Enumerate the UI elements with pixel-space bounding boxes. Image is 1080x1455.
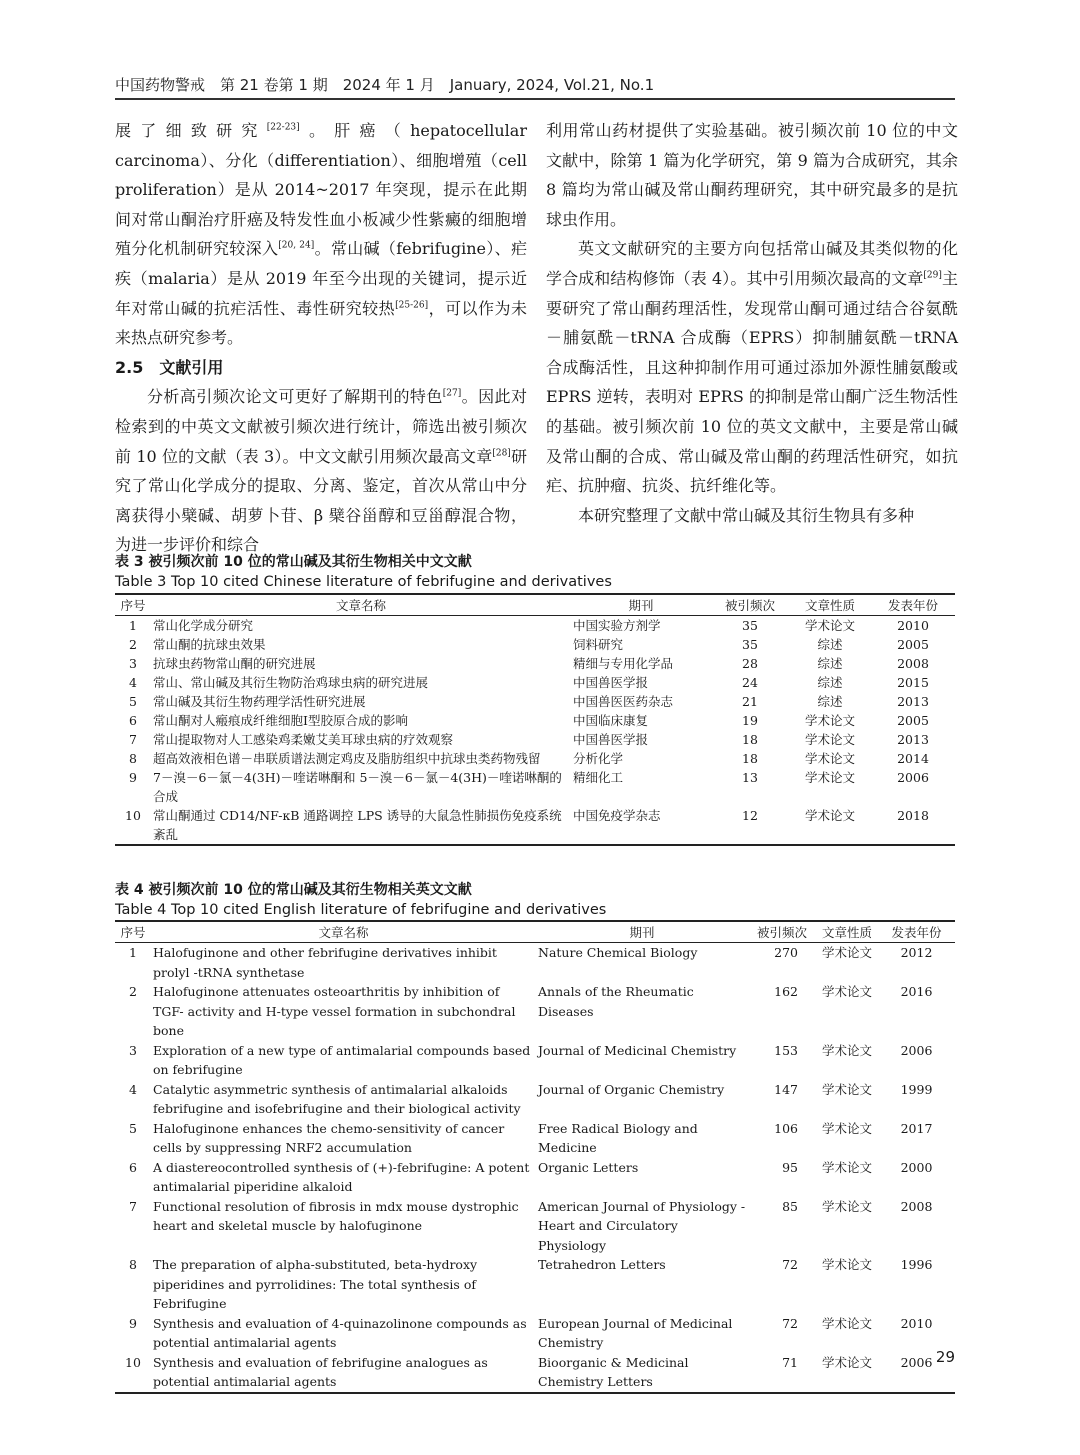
table4-cell: 学术论文: [821, 1257, 872, 1272]
table3-cell: 9: [129, 770, 137, 785]
table3-cell: 综述: [817, 637, 843, 652]
table3-cell: 常山酮对人瘢痕成纤维细胞Ⅰ型胶原合成的影响: [153, 713, 408, 728]
table3-cell: 35: [742, 637, 758, 652]
table3-header-2: 期刊: [571, 594, 711, 616]
table3-cell: 6: [129, 713, 137, 728]
table4-cell: 2012: [900, 945, 933, 960]
table3-cell: 2005: [897, 713, 929, 728]
table4-header-5: 发表年份: [878, 921, 955, 943]
table4-cell: 2010: [900, 1315, 933, 1331]
table-row: [115, 692, 955, 711]
table-row: [115, 673, 955, 692]
table3-header-4: 文章性质: [789, 594, 871, 616]
table-row: [115, 749, 955, 768]
table4-cell: A diastereocontrolled synthesis of (+)-febrifugine: A potent antimalarial piperidine alkaloid: [153, 1159, 530, 1194]
table4-cell: 1999: [900, 1081, 933, 1097]
table3-cell: 学术论文: [804, 770, 855, 785]
table4-cell: 3: [129, 1042, 137, 1058]
table4-cell: Synthesis and evaluation of febrifugine analogues as potential antimalarial agents: [151, 1353, 536, 1393]
table4-cell: 1996: [900, 1257, 933, 1272]
table4-cell: European Journal of Medicinal Chemistry: [538, 1315, 733, 1350]
table3-cell: 5: [129, 694, 137, 709]
table-row: [115, 1353, 955, 1393]
table4-cell: 学术论文: [816, 1353, 878, 1393]
table4-cell: 85: [782, 1198, 798, 1214]
table4-caption: 表 4 被引频次前 10 位的常山碱及其衍生物相关英文文献 Table 4 Top 10 cited English literature of febrifugine and derivatives: [115, 882, 607, 918]
header-rule: [115, 98, 955, 100]
table3-cell: 中国兽医学报: [573, 675, 649, 690]
table-row: [115, 1314, 955, 1353]
table-row: [115, 616, 955, 636]
table4-cell: Halofuginone attenuates osteoarthritis by inhibition of TGF- activity and H-type vessel formation in subchondral bone: [153, 984, 516, 1038]
table3-cell: 1: [129, 618, 137, 633]
table4-cell: 6: [129, 1159, 137, 1175]
table4-cell: 153: [774, 1042, 798, 1058]
right-column: [546, 116, 958, 530]
table4-header-0: 序号: [115, 921, 151, 943]
table4-header-2: 期刊: [536, 921, 748, 943]
table3-cell: 超高效液相色谱－串联质谱法测定鸡皮及脂肪组织中抗球虫类药物残留: [153, 751, 541, 766]
table4-cell: 2000: [900, 1159, 933, 1175]
table3-cell: 24: [742, 675, 758, 690]
table3-cell: 中国免疫学杂志: [571, 806, 711, 845]
table-row: [115, 1255, 955, 1314]
table4-cell: 270: [774, 945, 798, 960]
table4-cell: 4: [129, 1081, 137, 1097]
table3-cell: 13: [742, 770, 758, 785]
table-row: [115, 806, 955, 845]
left-column: [115, 116, 527, 560]
table4-cell: Journal of Medicinal Chemistry: [538, 1042, 737, 1058]
table-row: [115, 1041, 955, 1080]
table4-header-3: 被引频次: [748, 921, 816, 943]
table-row: [115, 1158, 955, 1197]
table4-cell: Catalytic asymmetric synthesis of antimalarial alkaloids febrifugine and isofebrifugine and their biological activity: [153, 1081, 521, 1116]
section-heading: 2.5 文献引用: [115, 357, 224, 377]
table4-cell: 147: [774, 1081, 798, 1097]
table3-cell: 精细与专用化学品: [573, 656, 674, 671]
table3-cell: 抗球虫药物常山酮的研究进展: [153, 656, 316, 671]
table3-cell: 精细化工: [573, 770, 624, 785]
table4-cell: Halofuginone enhances the chemo-sensitivity of cancer cells by suppressing NRF2 accumulation: [153, 1120, 505, 1155]
table4-cell: 7: [129, 1198, 137, 1214]
table-row: [115, 711, 955, 730]
table-row: [115, 654, 955, 673]
table4-cell: Journal of Organic Chemistry: [538, 1081, 725, 1097]
table3-cell: 学术论文: [804, 732, 855, 747]
table4-cell: The preparation of alpha-substituted, beta-hydroxy piperidines and pyrrolidines: The total synthesis of Febrifugine: [153, 1257, 478, 1311]
table3-cell: 2010: [897, 618, 929, 633]
table3-cell: 饲料研究: [573, 637, 624, 652]
table3-cell: 3: [129, 656, 137, 671]
table-row: [115, 730, 955, 749]
table3-cell: 2: [129, 637, 137, 652]
table4-cell: 72: [782, 1257, 798, 1272]
table4-cell: Exploration of a new type of antimalarial compounds based on febrifugine: [153, 1042, 531, 1077]
table3-cell: 综述: [817, 694, 843, 709]
table4-header-4: 文章性质: [816, 921, 878, 943]
table3-cell: 2005: [897, 637, 929, 652]
table3-cell: 常山酮通过 CD14/NF-κB 通路调控 LPS 诱导的大鼠急性肺损伤免疫系统紊乱: [151, 806, 571, 845]
table3-cell: 中国实验方剂学: [573, 618, 661, 633]
table3-header-1: 文章名称: [151, 594, 571, 616]
table3-cell: 中国兽医医药杂志: [573, 694, 674, 709]
table4-cell: Annals of the Rheumatic Diseases: [538, 984, 694, 1019]
table3-cell: 7: [129, 732, 137, 747]
table3-cell: 常山化学成分研究: [153, 618, 254, 633]
table3-cell: 常山、常山碱及其衍生物防治鸡球虫病的研究进展: [153, 675, 429, 690]
table4-cell: 2016: [900, 984, 933, 999]
table3-cell: 学术论文: [804, 751, 855, 766]
table3-cell: 学术论文: [789, 806, 871, 845]
table3-cell: 中国临床康复: [573, 713, 649, 728]
table3-header-5: 发表年份: [871, 594, 955, 616]
table4-cell: 106: [774, 1120, 798, 1136]
table4-cell: Synthesis and evaluation of 4-quinazolinone compounds as potential antimalarial agents: [153, 1315, 527, 1350]
table-row: [115, 943, 955, 983]
table4-cell: Tetrahedron Letters: [538, 1257, 666, 1272]
table3-cell: 分析化学: [573, 751, 624, 766]
running-header: 中国药物警戒 第 21 卷第 1 期 2024 年 1 月 January, 2024, Vol.21, No.1: [115, 76, 655, 94]
table-row: [115, 1197, 955, 1256]
table3-cell: 常山提取物对人工感染鸡柔嫩艾美耳球虫病的疗效观察: [153, 732, 454, 747]
table4-cell: American Journal of Physiology -Heart and Circulatory Physiology: [538, 1198, 746, 1253]
table4-cell: Free Radical Biology and Medicine: [538, 1120, 698, 1155]
table3-cell: 8: [129, 751, 137, 766]
table3-cell: 2014: [897, 751, 929, 766]
table4-cell: 2006: [878, 1353, 955, 1393]
table3-cell: 18: [742, 751, 758, 766]
table3-cell: 21: [742, 694, 758, 709]
table3-cell: 19: [742, 713, 758, 728]
table3-cell: 2013: [897, 732, 929, 747]
table3-cell: 10: [115, 806, 151, 845]
table4-cell: 学术论文: [821, 945, 872, 960]
table4-cell: Functional resolution of fibrosis in mdx mouse dystrophic heart and skeletal muscle by halofuginone: [153, 1198, 519, 1233]
left-paragraph-2: 分析高引频次论文可更好了解期刊的特色[27]。因此对检索到的中英文文献被引频次进行统计，筛选出被引频次前 10 位的文献（表 3）。中文文献引用频次最高文章[28]研究了常山化学成分的提取、分离、鉴定，首次从常山中分离获得小檗碱、胡萝卜苷、β 檗谷甾醇和豆甾醇混合物，为进一步评价和综合: [115, 387, 527, 555]
table4-cell: 162: [774, 984, 798, 999]
table3-cell: 35: [742, 618, 758, 633]
table3-header-0: 序号: [115, 594, 151, 616]
table-row: [115, 768, 955, 806]
table-row: [115, 982, 955, 1041]
table3-cell: 28: [742, 656, 758, 671]
table3-cell: 4: [129, 675, 137, 690]
page-number: 29: [935, 1348, 955, 1366]
table3-cell: 综述: [817, 656, 843, 671]
table3-cell: 2015: [897, 675, 929, 690]
right-paragraph-1: 利用常山药材提供了实验基础。被引频次前 10 位的中文文献中，除第 1 篇为化学研究，第 9 篇为合成研究，其余 8 篇均为常山碱及常山酮药理研究，其中研究最多的是抗球虫作用。: [546, 121, 958, 229]
table4-cell: Bioorganic & Medicinal Chemistry Letters: [536, 1353, 748, 1393]
table4-cell: 学术论文: [821, 1315, 872, 1331]
table4-cell: 9: [129, 1315, 137, 1331]
table4-cell: 95: [782, 1159, 798, 1175]
table4-cell: 学术论文: [821, 1120, 872, 1136]
table3-cell: 常山酮的抗球虫效果: [153, 637, 266, 652]
right-paragraph-2: 英文文献研究的主要方向包括常山碱及其类似物的化学合成和结构修饰（表 4）。其中引用频次最高的文章[29]主要研究了常山酮药理活性，发现常山酮可通过结合谷氨酰－脯氨酰－tRNA 合成酶（EPRS）抑制脯氨酰－tRNA 合成酶活性，且这种抑制作用可通过添加外源性脯氨酸或 EPRS 逆转，表明对 EPRS 的抑制是常山酮广泛生物活性的基础。被引频次前 10 位的英文文献中，主要是常山碱及常山酮的合成、常山碱及常山酮的药理活性研究，如抗疟、抗肿瘤、抗炎、抗纤维化等。: [546, 239, 958, 496]
table3-cell: 2018: [871, 806, 955, 845]
table-4: [115, 920, 955, 1394]
table3-cell: 2008: [897, 656, 929, 671]
table4-cell: 1: [129, 945, 137, 960]
table-3: [115, 593, 955, 846]
table4-cell: 2008: [900, 1198, 933, 1214]
table4-cell: 2017: [900, 1120, 933, 1136]
table4-cell: Halofuginone and other febrifugine derivatives inhibit prolyl -tRNA synthetase: [153, 945, 497, 980]
table3-cell: 2013: [897, 694, 929, 709]
table4-cell: 72: [782, 1315, 798, 1331]
table3-cell: 综述: [817, 675, 843, 690]
table4-cell: 学术论文: [821, 1081, 872, 1097]
table4-cell: 学术论文: [821, 1198, 872, 1214]
table-row: [115, 1119, 955, 1158]
table4-cell: 学术论文: [821, 984, 872, 999]
left-paragraph-1: 展了细致研究[22-23]。肝癌（hepatocellular carcinoma）、分化（differentiation）、细胞增殖（cell proliferation）是从 2014~2017 年突现，提示在此期间对常山酮治疗肝癌及特发性血小板减少性紫癜的细胞增殖分化机制研究较深入[20, 24]。常山碱（febrifugine）、疟疾（malaria）是从 2019 年至今出现的关键词，提示近年对常山碱的抗疟活性、毒性研究较热[25-26]，可以作为未来热点研究参考。: [115, 121, 527, 348]
table4-cell: 学术论文: [821, 1159, 872, 1175]
table4-cell: 8: [129, 1257, 137, 1272]
table3-cell: 学术论文: [804, 618, 855, 633]
table3-cell: 2006: [897, 770, 929, 785]
table4-cell: 2: [129, 984, 137, 999]
right-paragraph-3: 本研究整理了文献中常山碱及其衍生物具有多种: [578, 505, 915, 525]
table3-cell: 7－溴－6－氯－4(3H)－喹诺啉酮和 5－溴－6－氯－4(3H)－喹诺啉酮的合成: [153, 770, 562, 804]
table4-cell: 2006: [900, 1042, 933, 1058]
table3-cell: 中国兽医学报: [573, 732, 649, 747]
table4-cell: Organic Letters: [538, 1159, 639, 1175]
table3-caption: 表 3 被引频次前 10 位的常山碱及其衍生物相关中文文献 Table 3 Top 10 cited Chinese literature of febrifugine and derivatives: [115, 554, 612, 590]
table4-cell: Nature Chemical Biology: [538, 945, 698, 960]
table4-cell: 5: [129, 1120, 137, 1136]
table4-cell: 71: [748, 1353, 816, 1393]
table4-cell: 10: [115, 1353, 151, 1393]
table3-cell: 常山碱及其衍生物药理学活性研究进展: [153, 694, 366, 709]
table3-cell: 18: [742, 732, 758, 747]
table-row: [115, 1080, 955, 1119]
table-row: [115, 635, 955, 654]
table4-header-1: 文章名称: [151, 921, 536, 943]
table3-cell: 12: [711, 806, 789, 845]
table3-header-3: 被引频次: [711, 594, 789, 616]
table4-cell: 学术论文: [821, 1042, 872, 1058]
table3-cell: 学术论文: [804, 713, 855, 728]
